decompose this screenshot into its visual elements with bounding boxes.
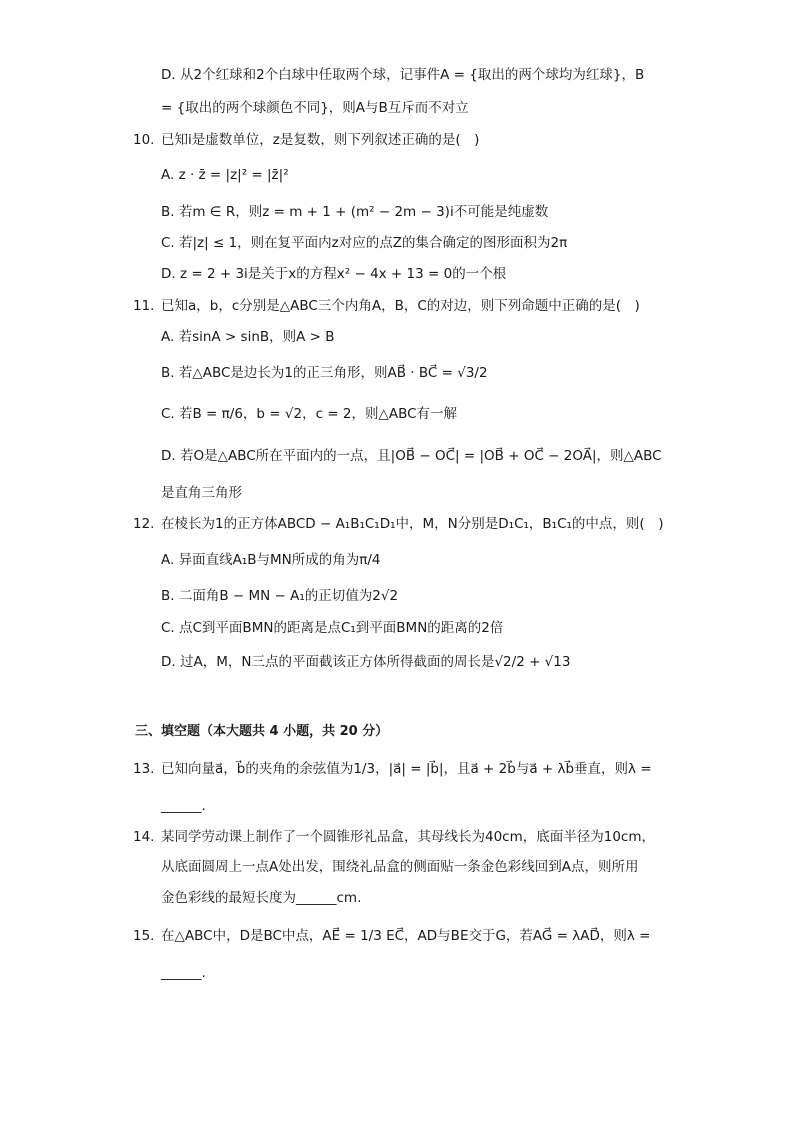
q15-stem: 在△ABC中，D是BC中点，AE⃗ = 1/3 EC⃗，AD与BE交于G，若AG⃗ = λAD⃗，则λ = xyxy=(161,928,651,944)
q13-number: 13. xyxy=(133,761,155,777)
q14-line-2: 从底面圆周上一点A处出发，围绕礼品盒的侧面贴一条金色彩线回到A点，则所用 xyxy=(161,859,639,875)
q11-option-c: C. 若B = π/6，b = √2，c = 2，则△ABC有一解 xyxy=(161,406,458,422)
q10-option-b: B. 若m ∈ R，则z = m + 1 + (m² − 2m − 3)i不可能是纯虚数 xyxy=(161,204,549,220)
q14-line-3: 金色彩线的最短长度为______cm. xyxy=(161,890,362,906)
q12-number: 12. xyxy=(133,516,155,532)
q12-option-c: C. 点C到平面BMN的距离是点C₁到平面BMN的距离的2倍 xyxy=(161,620,504,636)
q11-option-d-cont: 是直角三角形 xyxy=(161,485,242,501)
q10-number: 10. xyxy=(133,132,155,148)
q12-option-a: A. 异面直线A₁B与MN所成的角为π/4 xyxy=(161,552,381,568)
q12-option-d: D. 过A，M，N三点的平面截该正方体所得截面的周长是√2/2 + √13 xyxy=(161,654,571,670)
q13-answer-blank: ______. xyxy=(161,798,206,814)
q14-number: 14. xyxy=(133,829,155,845)
section-3-title: 三、填空题（本大题共 4 小题，共 20 分） xyxy=(135,724,389,739)
q12-option-b: B. 二面角B − MN − A₁的正切值为2√2 xyxy=(161,588,399,604)
q13-stem: 已知向量a⃗，b⃗的夹角的余弦值为1/3，|a⃗| = |b⃗|，且a⃗ + 2b⃗与a⃗ + λb⃗垂直，则λ = xyxy=(161,761,652,777)
q9-option-d-cont: = {取出的两个球颜色不同}，则A与B互斥而不对立 xyxy=(161,100,469,116)
q9-option-d: D. 从2个红球和2个白球中任取两个球，记事件A = {取出的两个球均为红球}，B xyxy=(161,67,645,83)
q11-option-a: A. 若sinA > sinB，则A > B xyxy=(161,329,335,345)
q11-number: 11. xyxy=(133,298,155,314)
q10-stem: 已知i是虚数单位，z是复数，则下列叙述正确的是( ) xyxy=(161,132,480,148)
q11-option-d: D. 若O是△ABC所在平面内的一点，且|OB⃗ − OC⃗| = |OB⃗ + OC⃗ − 2OA⃗|，则△ABC xyxy=(161,448,662,464)
q12-stem: 在棱长为1的正方体ABCD − A₁B₁C₁D₁中，M，N分别是D₁C₁，B₁C₁的中点，则( ) xyxy=(161,516,664,532)
q10-option-a: A. z · z̄ = |z|² = |z̄|² xyxy=(161,167,289,183)
q10-option-c: C. 若|z| ≤ 1，则在复平面内z对应的点Z的集合确定的图形面积为2π xyxy=(161,235,568,251)
q15-answer-blank: ______. xyxy=(161,965,206,981)
q11-stem: 已知a，b，c分别是△ABC三个内角A，B，C的对边，则下列命题中正确的是( ) xyxy=(161,298,640,314)
q15-number: 15. xyxy=(133,928,155,944)
q10-option-d: D. z = 2 + 3i是关于x的方程x² − 4x + 13 = 0的一个根 xyxy=(161,266,507,282)
q11-option-b: B. 若△ABC是边长为1的正三角形，则AB⃗ · BC⃗ = √3/2 xyxy=(161,365,488,381)
q14-line-1: 某同学劳动课上制作了一个圆锥形礼品盒，其母线长为40cm，底面半径为10cm， xyxy=(161,829,656,845)
